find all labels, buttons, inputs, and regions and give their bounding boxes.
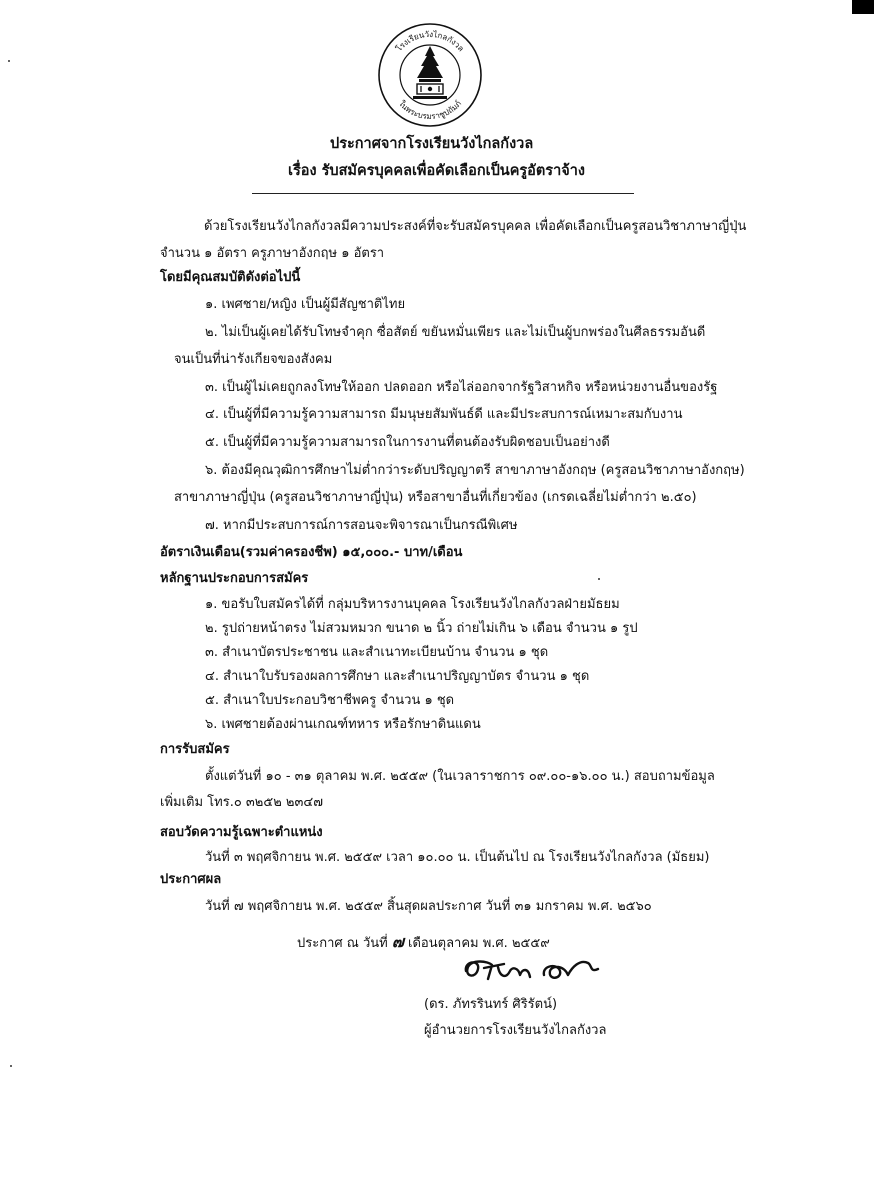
document-item: ๖. เพศชายต้องผ่านเกณฑ์ทหาร หรือรักษาดินแดน <box>205 717 481 732</box>
scan-speck <box>598 578 600 580</box>
qualification-item: ๕. เป็นผู้ที่มีความรู้ความสามารถในการงานที่ตนต้องรับผิดชอบเป็นอย่างดี <box>205 435 610 450</box>
qualification-item: ๑. เพศชาย/หญิง เป็นผู้มีสัญชาติไทย <box>205 297 406 312</box>
document-item: ๓. สำเนาบัตรประชาชน และสำเนาทะเบียนบ้าน จำนวน ๑ ชุด <box>205 645 549 660</box>
application-heading: การรับสมัคร <box>160 742 230 757</box>
announcement-title: ประกาศจากโรงเรียนวังไกลกังวล <box>330 136 534 152</box>
announce-suffix: เดือนตุลาคม พ.ศ. ๒๕๕๙ <box>408 936 550 951</box>
svg-text:ในพระบรมราชูปถัมภ์: ในพระบรมราชูปถัมภ์ <box>396 98 464 122</box>
document-item: ๕. สำเนาใบประกอบวิชาชีพครู จำนวน ๑ ชุด <box>205 693 455 708</box>
qualification-item: ๓. เป็นผู้ไม่เคยถูกลงโทษให้ออก ปลดออก หรือไล่ออกจากรัฐวิสาหกิจ หรือหน่วยงานอื่นของรัฐ <box>205 380 718 395</box>
announce-day-handwritten: ๗ <box>391 932 404 951</box>
result-line: วันที่ ๗ พฤศจิกายน พ.ศ. ๒๕๕๙ สิ้นสุดผลประกาศ วันที่ ๓๑ มกราคม พ.ศ. ๒๕๖๐ <box>205 899 652 914</box>
application-line-2: เพิ่มเติม โทร.๐ ๓๒๕๒ ๒๓๔๗ <box>160 795 323 810</box>
qualification-item: ๗. หากมีประสบการณ์การสอนจะพิจารณาเป็นกรณีพิเศษ <box>205 518 518 533</box>
director-signature <box>458 955 608 987</box>
signer-name: (ดร. ภัทรรินทร์ ศิริรัตน์) <box>424 997 558 1012</box>
salary-line: อัตราเงินเดือน(รวมค่าครองชีพ) ๑๕,๐๐๐.- บาท/เดือน <box>160 545 463 560</box>
qualification-item-continuation: จนเป็นที่น่ารังเกียจของสังคม <box>174 352 333 367</box>
document-item: ๔. สำเนาใบรับรองผลการศึกษา และสำเนาปริญญาบัตร จำนวน ๑ ชุด <box>205 669 590 684</box>
document-item: ๒. รูปถ่ายหน้าตรง ไม่สวมหมวก ขนาด ๒ นิ้ว ถ่ายไม่เกิน ๖ เดือน จำนวน ๑ รูป <box>205 621 638 636</box>
scan-speck <box>8 60 10 62</box>
signer-position: ผู้อำนวยการโรงเรียนวังไกลกังวล <box>424 1023 607 1038</box>
exam-heading: สอบวัดความรู้เฉพาะตำแหน่ง <box>160 825 323 840</box>
announce-date <box>297 930 550 955</box>
qualifications-heading: โดยมีคุณสมบัติดังต่อไปนี้ <box>160 270 301 285</box>
scan-speck <box>10 1065 12 1067</box>
intro-line-2: จำนวน ๑ อัตรา ครูภาษาอังกฤษ ๑ อัตรา <box>160 246 385 261</box>
qualification-item: ๔. เป็นผู้ที่มีความรู้ความสามารถ มีมนุษยสัมพันธ์ดี และมีประสบการณ์เหมาะสมกับงาน <box>205 407 683 422</box>
qualification-item: ๖. ต้องมีคุณวุฒิการศึกษาไม่ต่ำกว่าระดับปริญญาตรี สาขาภาษาอังกฤษ (ครูสอนวิชาภาษาอังกฤษ) <box>205 463 745 478</box>
result-heading: ประกาศผล <box>160 872 222 887</box>
svg-text:โรงเรียนวังไกลกังวล: โรงเรียนวังไกลกังวล <box>394 29 466 54</box>
school-seal-logo <box>377 22 483 128</box>
documents-heading: หลักฐานประกอบการสมัคร <box>160 571 309 586</box>
title-divider <box>252 193 634 194</box>
scan-corner-mark <box>852 0 874 14</box>
qualification-item-continuation: สาขาภาษาญี่ปุ่น (ครูสอนวิชาภาษาญี่ปุ่น) หรือสาขาอื่นที่เกี่ยวข้อง (เกรดเฉลี่ยไม่ต่ำกว่า ๒.๕๐) <box>174 490 697 505</box>
exam-line: วันที่ ๓ พฤศจิกายน พ.ศ. ๒๕๕๙ เวลา ๑๐.๐๐ น. เป็นต้นไป ณ โรงเรียนวังไกลกังวล (มัธยม) <box>205 850 710 865</box>
intro-line-1: ด้วยโรงเรียนวังไกลกังวลมีความประสงค์ที่จะรับสมัครบุคคล เพื่อคัดเลือกเป็นครูสอนวิชาภาษาญี่ปุ่น <box>204 219 747 234</box>
document-item: ๑. ขอรับใบสมัครได้ที่ กลุ่มบริหารงานบุคคล โรงเรียนวังไกลกังวลฝ่ายมัธยม <box>205 597 620 612</box>
announcement-subject: เรื่อง รับสมัครบุคคลเพื่อคัดเลือกเป็นครูอัตราจ้าง <box>288 163 585 179</box>
application-line-1: ตั้งแต่วันที่ ๑๐ - ๓๑ ตุลาคม พ.ศ. ๒๕๕๙ (ในเวลาราชการ ๐๙.๐๐-๑๖.๐๐ น.) สอบถามข้อมูล <box>205 769 715 784</box>
qualification-item: ๒. ไม่เป็นผู้เคยได้รับโทษจำคุก ซื่อสัตย์ ขยันหมั่นเพียร และไม่เป็นผู้บกพร่องในศีลธรรมอันดี <box>205 325 706 340</box>
announce-prefix: ประกาศ ณ วันที่ <box>297 936 388 951</box>
